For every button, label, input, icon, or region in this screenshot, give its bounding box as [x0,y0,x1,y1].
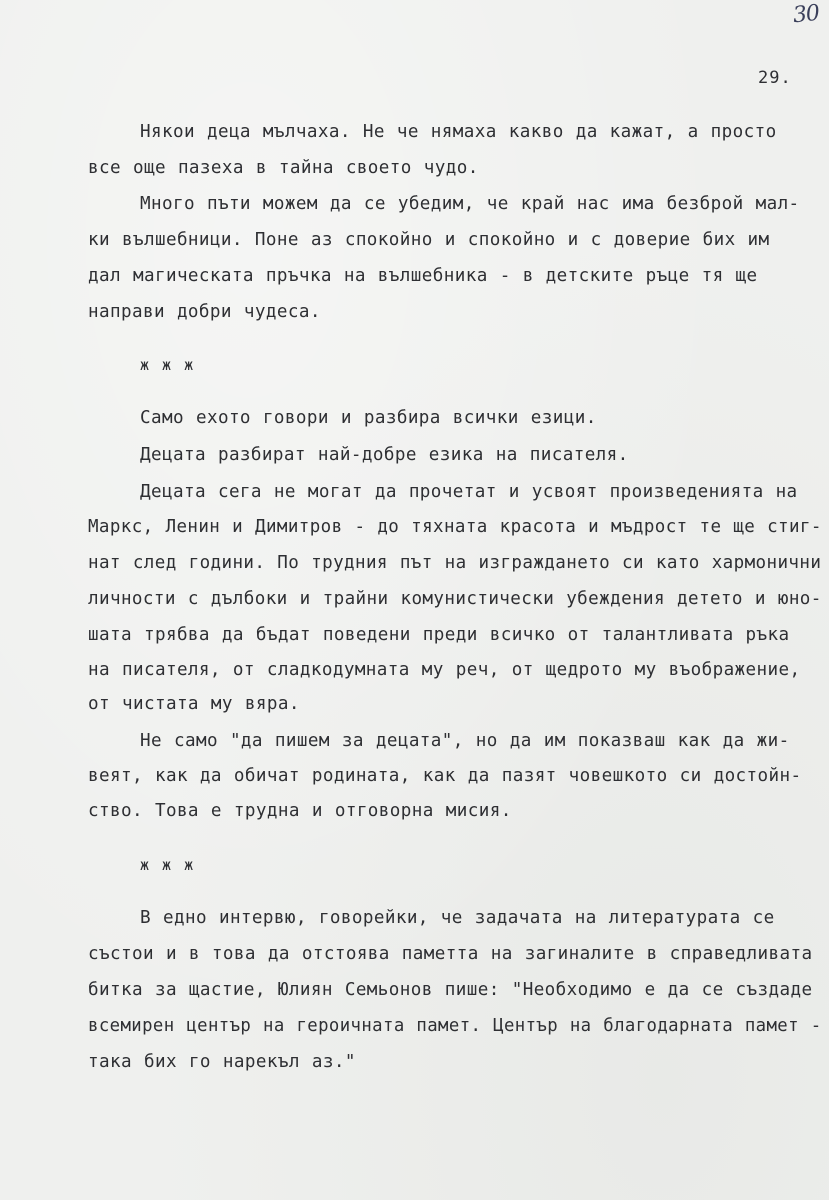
text-line: все още пазеха в тайна своето чудо. [88,158,479,178]
text-line: битка за щастие, Юлиян Семьонов пише: "Необходимо е да се създаде [88,980,813,1000]
text-line: всемирен център на героичната памет. Център на благодарната памет - [88,1016,822,1036]
text-line: състои и в това да отстоява паметта на загиналите в справедливата [88,944,813,964]
text-line: Децата сега не могат да прочетат и усвоят произведенията на [140,482,798,502]
text-line: нат след години. По трудния път на изграждането си като хармонични [88,553,822,573]
text-line: ки вълшебници. Поне аз спокойно и спокойно и с доверие бих им [88,230,770,250]
archive-folio-number: 30 [791,0,821,29]
text-line: така бих го нарекъл аз." [88,1052,356,1072]
section-separator: ж ж ж [140,856,196,874]
text-line: на писателя, от сладкодумната му реч, от щедрото му въображение, [88,660,801,680]
text-line: В едно интервю, говорейки, че задачата на литературата се [140,908,775,928]
text-line: дал магическата пръчка на вълшебника - в детските ръце тя ще [88,266,758,286]
section-separator: ж ж ж [140,356,196,374]
text-line: от чистата му вяра. [88,694,300,714]
text-line: Много пъти можем да се убедим, че край нас има безброй мал- [140,194,800,214]
text-line: Някои деца мълчаха. Не че нямаха какво да кажат, а просто [140,122,777,142]
text-line: веят, как да обичат родината, как да пазят човешкото си достойн- [88,766,802,786]
text-line: шата трябва да бъдат поведени преди всичко от талантливата ръка [88,625,790,645]
text-line: Само ехото говори и разбира всички езици. [140,408,597,428]
text-line: направи добри чудеса. [88,302,321,322]
text-line: Не само "да пишем за децата", но да им показваш как да жи- [140,731,790,751]
text-line: личности с дълбоки и трайни комунистически убеждения детето и юно- [88,589,822,609]
text-line: Децата разбират най-добре езика на писателя. [140,445,629,465]
text-line: Маркс, Ленин и Димитров - до тяхната красота и мъдрост те ще стиг- [88,517,822,537]
page-number: 29. [758,68,792,88]
text-line: ство. Това е трудна и отговорна мисия. [88,801,512,821]
